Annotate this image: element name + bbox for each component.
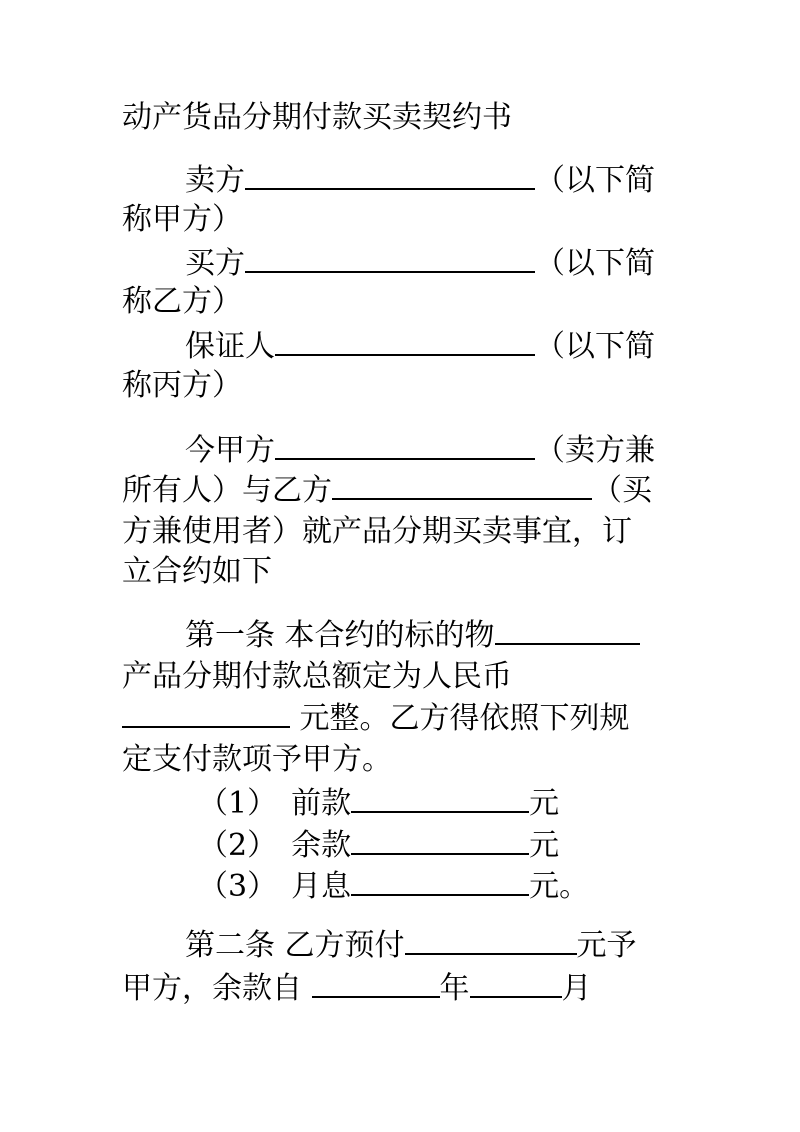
- article2-text: 甲方，余款自: [122, 971, 312, 1006]
- item-unit: 元。: [529, 869, 590, 904]
- preamble-line-4: 立合约如下: [122, 554, 272, 589]
- buyer-suffix: （以下简: [535, 246, 655, 281]
- seller-cont: 称甲方）: [122, 202, 242, 237]
- item-number: （3）: [198, 869, 278, 904]
- item-label: 月息: [291, 869, 352, 904]
- month-blank[interactable]: [470, 970, 562, 998]
- monthly-interest-blank[interactable]: [351, 868, 529, 896]
- preamble-text: 今甲方: [185, 433, 275, 468]
- article2-line-1: [185, 927, 637, 964]
- balance-blank[interactable]: [351, 827, 529, 855]
- party-a-blank[interactable]: [275, 432, 535, 460]
- article1-text: 元整。乙方得依照下列规: [290, 701, 630, 736]
- payment-item-3: [198, 868, 589, 905]
- buyer-line: [185, 245, 655, 282]
- article1-heading: 第一条 本合约的标的物: [185, 618, 495, 653]
- guarantor-blank[interactable]: [275, 328, 535, 356]
- buyer-cont: 称乙方）: [122, 284, 242, 319]
- party-b-blank[interactable]: [332, 472, 592, 500]
- month-label: 月: [561, 971, 592, 1006]
- item-number: （1）: [198, 786, 278, 821]
- seller-suffix: （以下简: [535, 163, 655, 198]
- year-blank[interactable]: [312, 970, 440, 998]
- item-unit: 元: [529, 828, 560, 863]
- preamble-line-2: [122, 472, 652, 509]
- article1-line-4: 定支付款项予甲方。: [122, 742, 392, 777]
- year-label: 年: [439, 971, 470, 1006]
- preamble-text: （卖方兼: [535, 433, 655, 468]
- subject-blank[interactable]: [495, 617, 640, 645]
- buyer-blank[interactable]: [245, 245, 535, 273]
- payment-item-2: [198, 827, 559, 864]
- seller-blank[interactable]: [245, 162, 535, 190]
- article1-line-1: [185, 617, 640, 654]
- payment-item-1: [198, 785, 559, 822]
- seller-label: 卖方: [185, 163, 245, 198]
- buyer-label: 买方: [185, 246, 245, 281]
- guarantor-suffix: （以下简: [535, 329, 655, 364]
- seller-line: [185, 162, 655, 199]
- preamble-text: （买: [592, 473, 652, 508]
- preamble-text: 所有人）与乙方: [122, 473, 332, 508]
- guarantor-label: 保证人: [185, 329, 275, 364]
- down-payment-blank[interactable]: [351, 785, 529, 813]
- item-label: 余款: [291, 828, 352, 863]
- total-amount-blank[interactable]: [122, 700, 290, 728]
- guarantor-cont: 称丙方）: [122, 368, 242, 403]
- article2-heading: 第二条 乙方预付: [185, 928, 405, 963]
- article2-line-2: [122, 970, 592, 1007]
- item-number: （2）: [198, 828, 278, 863]
- article1-line-3: [122, 700, 630, 737]
- preamble-line-3: 方兼使用者）就产品分期买卖事宜，订: [122, 514, 632, 549]
- article1-line-2: 产品分期付款总额定为人民币: [122, 659, 512, 694]
- item-unit: 元: [529, 786, 560, 821]
- page-title: 动产货品分期付款买卖契约书: [122, 100, 512, 135]
- guarantor-line: [185, 328, 655, 365]
- item-label: 前款: [291, 786, 352, 821]
- article2-text: 元予: [576, 928, 637, 963]
- preamble-line-1: [185, 432, 655, 469]
- prepayment-blank[interactable]: [405, 927, 577, 955]
